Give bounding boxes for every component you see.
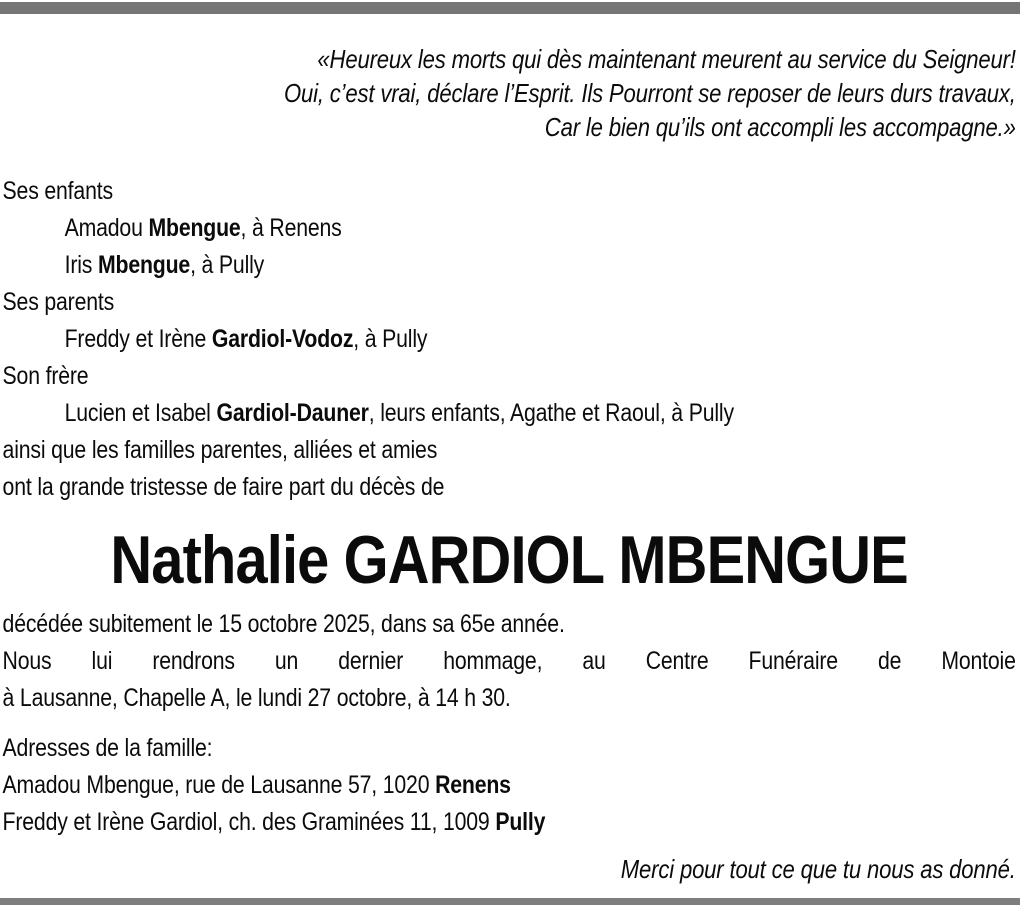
addresses-header: Adresses de la famille: — [2, 734, 213, 762]
epigraph-line: Car le bien qu’ils ont accompli les accompagne.» — [544, 112, 1016, 142]
address-line: Amadou Mbengue, rue de Lausanne 57, 1020 Renens — [2, 771, 511, 799]
family-line: Ses parents — [2, 288, 115, 316]
announcement-line: à Lausanne, Chapelle A, le lundi 27 octobre, à 14 h 30. — [2, 684, 511, 712]
family-list — [3, 173, 1016, 506]
announcement-line: décédée subitement le 15 octobre 2025, dans sa 65e année. — [2, 610, 565, 638]
epigraph — [3, 42, 1016, 144]
announcement — [3, 606, 1016, 717]
deceased-name: Nathalie GARDIOL MBENGUE — [110, 522, 908, 598]
obituary-notice — [0, 42, 1020, 888]
epigraph-line: «Heureux les morts qui dès maintenant meurent au service du Seigneur! — [317, 44, 1016, 74]
family-line: ont la grande tristesse de faire part du décès de — [2, 473, 445, 501]
family-line: Freddy et Irène Gardiol-Vodoz, à Pully — [64, 325, 428, 353]
addresses-section — [3, 730, 1016, 841]
epigraph-line: Oui, c’est vrai, déclare l’Esprit. Ils Pourront se reposer de leurs durs travaux, — [283, 78, 1016, 108]
closing-line: Merci pour tout ce que tu nous as donné. — [620, 854, 1016, 884]
family-line: Son frère — [2, 362, 89, 390]
family-line: Amadou Mbengue, à Renens — [64, 214, 342, 242]
family-line: Lucien et Isabel Gardiol-Dauner, leurs enfants, Agathe et Raoul, à Pully — [64, 399, 734, 427]
family-line: Iris Mbengue, à Pully — [64, 251, 265, 279]
family-line: ainsi que les familles parentes, alliées et amies — [2, 436, 438, 464]
top-rule — [0, 2, 1020, 14]
family-line: Ses enfants — [2, 177, 113, 205]
address-line: Freddy et Irène Gardiol, ch. des Graminées 11, 1009 Pully — [2, 808, 546, 836]
announcement-line: Nous lui rendrons un dernier hommage, au Centre Funéraire de Montoie — [2, 647, 1016, 675]
